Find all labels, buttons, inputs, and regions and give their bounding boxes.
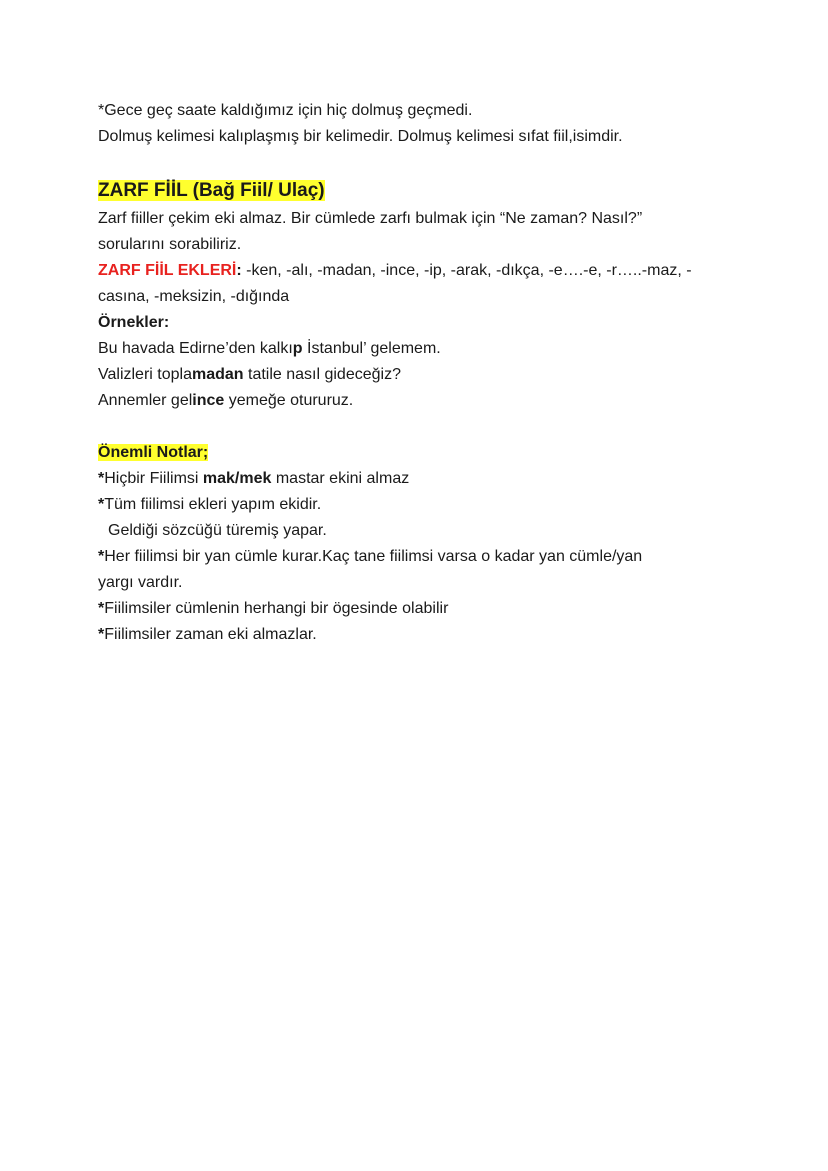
- spacer: [98, 150, 738, 176]
- note-5: [98, 622, 738, 648]
- note-4-star: *: [98, 600, 105, 617]
- zarf-fiil-heading: [98, 176, 738, 206]
- document-page: [98, 98, 738, 648]
- example-2: [98, 362, 738, 388]
- notlar-heading: [98, 440, 738, 466]
- example-3: [98, 388, 738, 414]
- intro-line-1: *Gece geç saate kaldığımız için hiç dolmuş geçmedi.: [98, 102, 473, 119]
- zarf-ekleri-line: [98, 258, 738, 284]
- intro-line-2: Dolmuş kelimesi kalıplaşmış bir kelimedir. Dolmuş kelimesi sıfat fiil,isimdir.: [98, 128, 623, 145]
- note-3-cont: yargı vardır.: [98, 574, 183, 591]
- zarf-ekleri-list: -ken, -alı, -madan, -ince, -ip, -arak, -dıkça, -e….-e, -r…..-maz, -: [241, 262, 692, 279]
- example-1-pre: Bu havada Edirne’den kalkı: [98, 340, 293, 357]
- note-3-star: *: [98, 548, 105, 565]
- note-1-star: *: [98, 470, 105, 487]
- zarf-ekleri-label: ZARF FİİL EKLERİ: [98, 262, 237, 279]
- note-4: [98, 596, 738, 622]
- example-2-pre: Valizleri topla: [98, 366, 192, 383]
- example-1-suffix: p: [292, 340, 303, 357]
- example-3-post: yemeğe otururuz.: [224, 392, 354, 409]
- note-1: [98, 466, 738, 492]
- note-1-post: mastar ekini almaz: [271, 470, 410, 487]
- zarf-desc-line-1: Zarf fiiller çekim eki almaz. Bir cümlede zarfı bulmak için “Ne zaman? Nasıl?”: [98, 210, 643, 227]
- note-1-bold: mak/mek: [202, 470, 272, 487]
- note-2: [98, 492, 738, 518]
- note-2-text: Tüm fiilimsi ekleri yapım ekidir.: [104, 496, 322, 513]
- note-3-text: Her fiilimsi bir yan cümle kurar.Kaç tane fiilimsi varsa o kadar yan cümle/yan: [104, 548, 643, 565]
- example-1-post: İstanbul’ gelemem.: [302, 340, 441, 357]
- zarf-fiil-heading-text: ZARF FİİL (Bağ Fiil/ Ulaç): [98, 180, 325, 201]
- example-1: [98, 336, 738, 362]
- note-3: [98, 544, 738, 570]
- zarf-desc-line-2: sorularını sorabiliriz.: [98, 236, 242, 253]
- note-2-star: *: [98, 496, 105, 513]
- zarf-ekleri-colon: :: [236, 262, 242, 279]
- spacer: [98, 414, 738, 440]
- example-2-suffix: madan: [191, 366, 244, 383]
- note-5-star: *: [98, 626, 105, 643]
- note-1-pre: Hiçbir Fiilimsi: [104, 470, 203, 487]
- ornekler-label: Örnekler:: [98, 314, 170, 331]
- note-5-text: Fiilimsiler zaman eki almazlar.: [104, 626, 317, 643]
- example-3-pre: Annemler gel: [98, 392, 193, 409]
- zarf-ekleri-list-cont: casına, -meksizin, -dığında: [98, 288, 290, 305]
- example-2-post: tatile nasıl gideceğiz?: [243, 366, 401, 383]
- example-3-suffix: ince: [192, 392, 225, 409]
- note-4-text: Fiilimsiler cümlenin herhangi bir ögesinde olabilir: [104, 600, 449, 617]
- note-2-cont: Geldiği sözcüğü türemiş yapar.: [108, 522, 327, 539]
- notlar-heading-text: Önemli Notlar;: [98, 444, 209, 461]
